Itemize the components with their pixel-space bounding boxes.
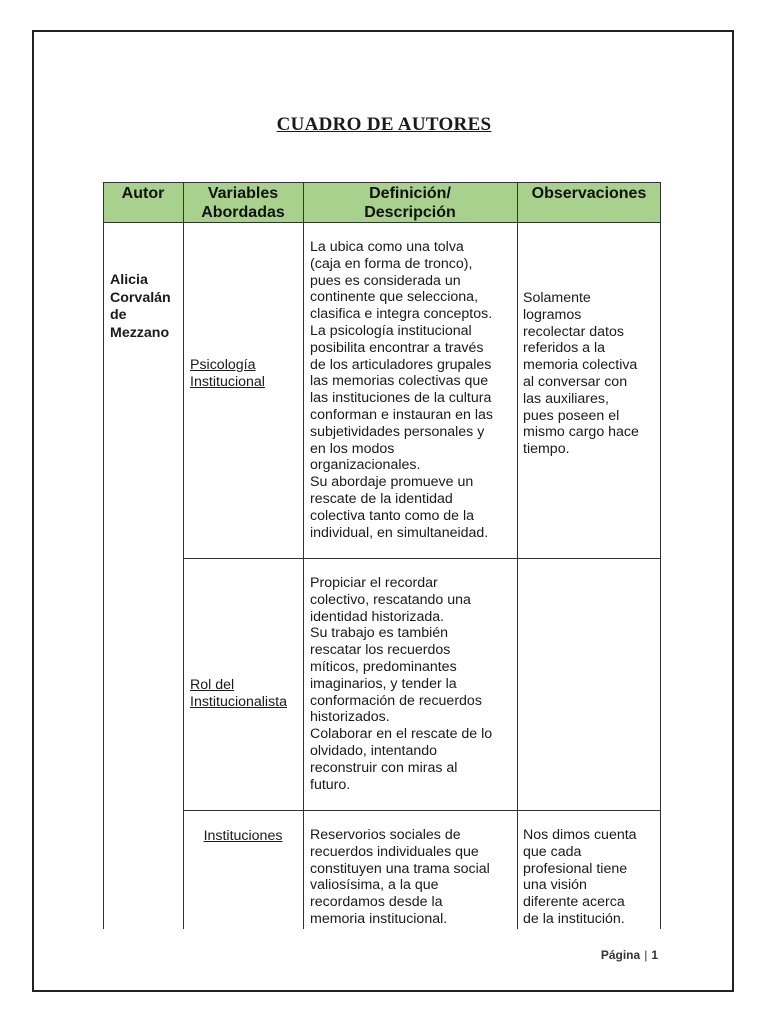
observation-row-3: Nos dimos cuenta que cada profesional tiene una visión diferente acerca de la institución. — [523, 827, 637, 927]
variable-instituciones: Instituciones — [203, 828, 283, 844]
table-line — [183, 810, 661, 811]
observation-row-1: Solamente logramos recolectar datos referidos a la memoria colectiva al conversar con las auxiliares, pues poseen el mismo cargo hace tiempo. — [523, 290, 639, 458]
table-line — [183, 182, 184, 929]
definition-row-2: Propiciar el recordar colectivo, rescatando una identidad historizada. Su trabajo es también rescatar los recuerdos míticos, predominantes imaginarios, y tender la conformación de recuerdos historizados. Colaborar en el rescate de lo olvidado, intentando reconstruir con miras al futuro. — [310, 575, 493, 793]
page-number: 1 — [651, 948, 658, 962]
header-observaciones: Observaciones — [517, 182, 661, 223]
variable-psicologia-institucional: Psicología Institucional — [190, 357, 265, 390]
table-line — [517, 182, 518, 929]
table-line — [103, 182, 661, 183]
table-line — [303, 182, 304, 929]
definition-row-3: Reservorios sociales de recuerdos individuales que constituyen una trama social valiosísima, a la que recordamos desde la memoria institucional. — [310, 827, 490, 927]
definition-row-1: La ubica como una tolva (caja en forma de tronco), pues es considerada un continente que selecciona, clasifica e integra conceptos. La psicología institucional posibilita encontrar a través de los articuladores grupales las memorias colectivas que las instituciones de la cultura conforman e instauran en las subjetividades personales y en los modos organizacionales. Su abordaje promueve un rescate de la identidad colectiva tanto como de la individual, en simultaneidad. — [310, 239, 493, 541]
table-line — [103, 222, 661, 223]
authors-table — [103, 182, 661, 929]
footer-separator: | — [644, 948, 648, 962]
author-name: Alicia Corvalán de Mezzano — [110, 272, 171, 341]
footer-label: Página — [600, 948, 641, 962]
header-autor: Autor — [103, 182, 183, 223]
page-footer — [601, 948, 658, 962]
table-line — [103, 182, 104, 929]
table-line — [183, 558, 661, 559]
header-variables: Variables Abordadas — [183, 182, 303, 223]
variable-rol-institucionalista: Rol del Institucionalista — [190, 677, 287, 710]
header-definicion: Definición/ Descripción — [303, 182, 517, 223]
document-title: CUADRO DE AUTORES — [276, 114, 492, 135]
table-line — [660, 182, 661, 929]
